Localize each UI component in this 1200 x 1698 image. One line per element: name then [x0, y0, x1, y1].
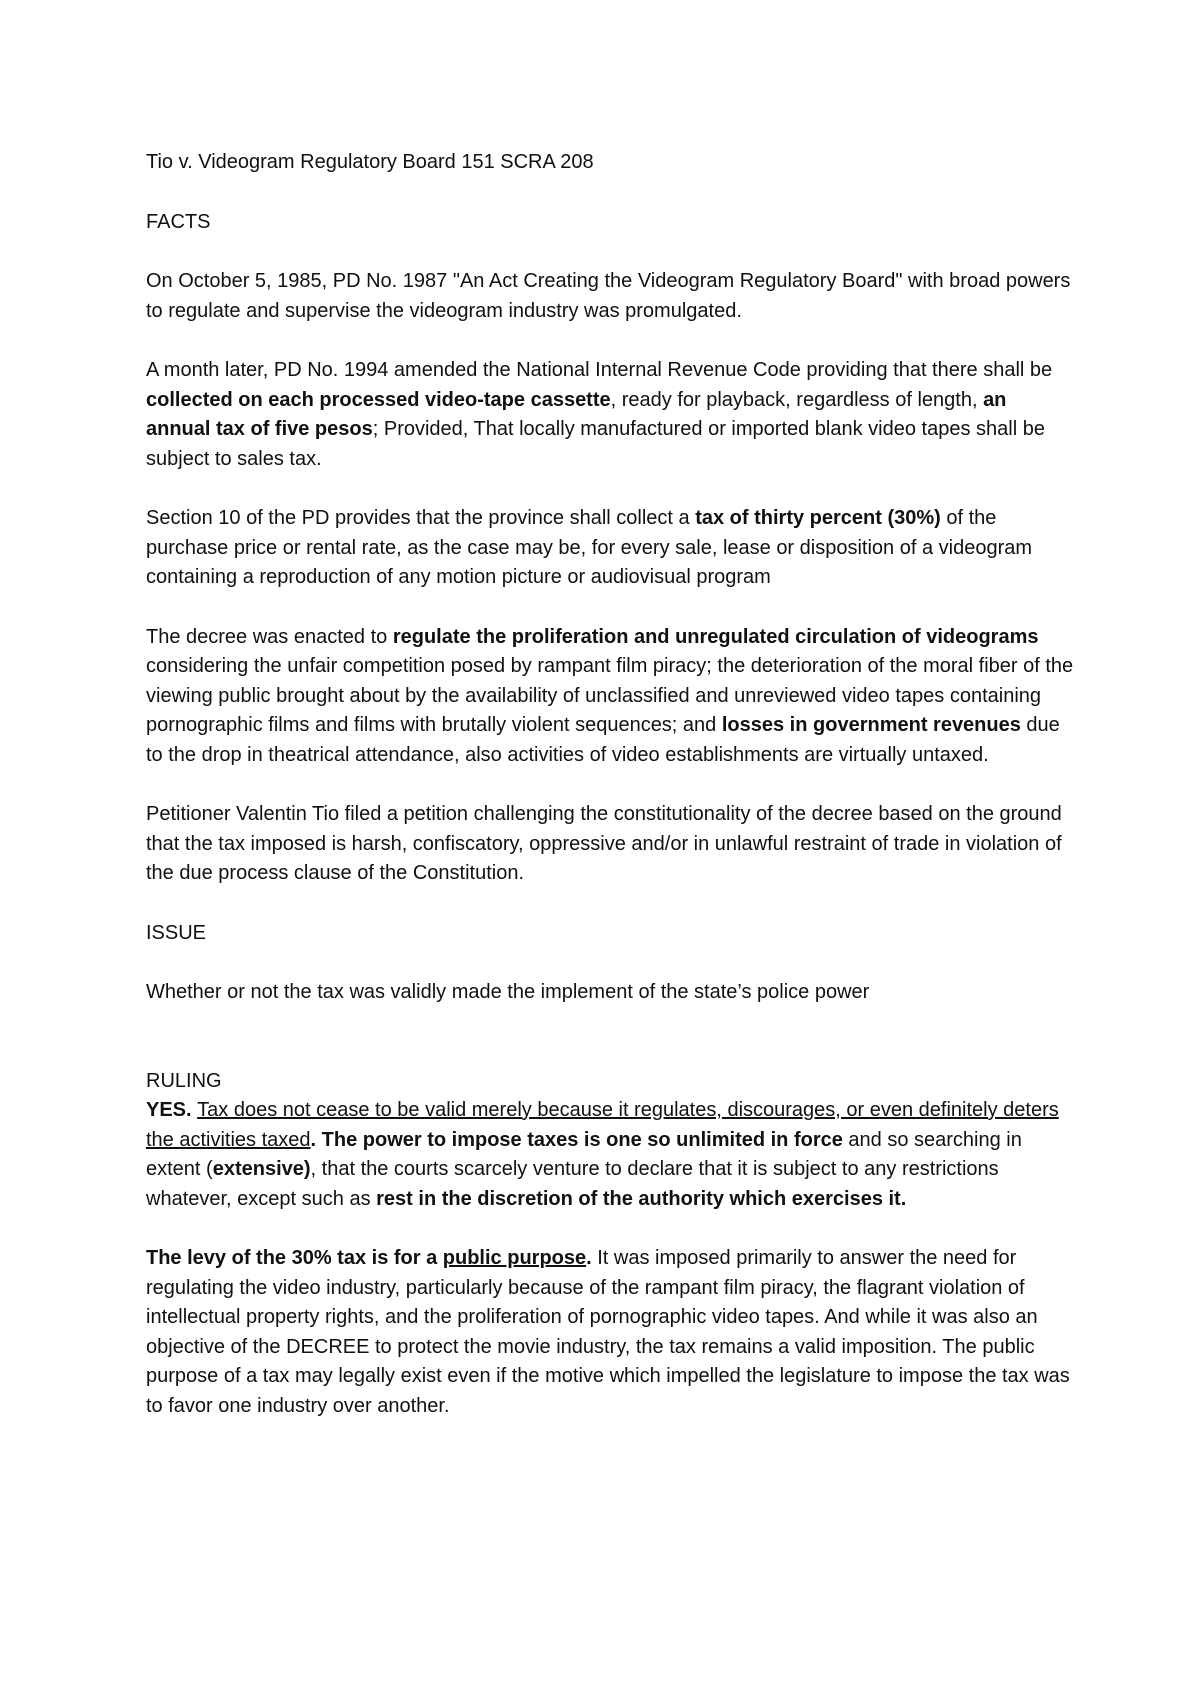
text-run: of the purchase price or rental rate, as the case may be, for every sale, lease or disposition of a videogram containing a reproduction of any motion picture or audiovisual program	[146, 507, 1033, 588]
bold-text-run: an annual tax of five pesos	[146, 388, 1007, 440]
ruling-paragraph-2	[146, 1244, 1076, 1421]
bold-text-run: regulate the proliferation and unregulated circulation of videograms	[392, 625, 1039, 648]
bold-text-run: losses in government revenues	[721, 714, 1021, 736]
bold-text-run: The levy of the 30% tax is for a	[146, 1247, 443, 1269]
ruling-heading: RULING	[146, 1069, 222, 1092]
issue-heading: ISSUE	[146, 921, 207, 944]
text-run: due to the drop in theatrical attendance, also activities of video establishments are virtually untaxed.	[146, 714, 1060, 766]
text-run: Section 10 of the PD provides that the province shall collect a	[146, 507, 696, 529]
bold-text-run: tax of thirty percent (30%)	[695, 507, 941, 529]
text-run: The decree was enacted to	[146, 625, 393, 648]
bold-text-run	[443, 1247, 586, 1269]
bold-text-run: collected on each processed video-tape cassette	[146, 388, 611, 411]
text-run: ; Provided, That locally manufactured or imported blank video tapes shall be subject to sales tax.	[146, 418, 1045, 470]
text-run: , ready for playback, regardless of length,	[610, 388, 984, 411]
text-run: A month later, PD No. 1994 amended the National Internal Revenue Code providing that there shall be	[146, 359, 1053, 381]
facts-paragraph-5: Petitioner Valentin Tio filed a petition challenging the constitutionality of the decree based on the ground that the tax imposed is harsh, confiscatory, oppressive and/or in unlawful restraint of trade in violation of the due process clause of the Constitution.	[146, 803, 1062, 884]
text-run: It was imposed primarily to answer the need for regulating the video industry, particularly because of the rampant film piracy, the flagrant violation of intellectual property rights, and the proliferation of pornographic video tapes. And while it was also an objective of the DECREE to protect the movie industry, the tax remains a valid imposition. The public purpose of a tax may legally exist even if the motive which impelled the legislature to impose the tax was to favor one industry over another.	[146, 1247, 1070, 1417]
bold-text-run: extensive)	[212, 1158, 311, 1180]
document-page	[146, 148, 1076, 1451]
underlined-text-run: public purpose	[442, 1247, 587, 1269]
ruling-paragraph-1	[146, 1096, 1076, 1214]
bold-text-run: . The power to impose taxes is one so unlimited in force	[310, 1128, 843, 1151]
bold-text-run: rest in the discretion of the authority which exercises it.	[376, 1187, 907, 1210]
bold-text-run: .	[586, 1247, 592, 1269]
facts-paragraph-1: On October 5, 1985, PD No. 1987 "An Act Creating the Videogram Regulatory Board" with broad powers to regulate and supervise the videogram industry was promulgated.	[146, 270, 1071, 322]
facts-paragraph-4	[146, 623, 1076, 771]
facts-heading: FACTS	[146, 210, 211, 233]
text-run: , that the courts scarcely venture to declare that it is subject to any restrictions whatever, except such as	[146, 1158, 999, 1210]
text-run: considering the unfair competition posed by rampant film piracy; the deterioration of the moral fiber of the viewing public brought about by the availability of unclassified and unreviewed video tapes containing pornographic films and films with brutally violent sequences; and	[146, 655, 1074, 736]
facts-paragraph-3	[146, 504, 1076, 593]
case-title: Tio v. Videogram Regulatory Board 151 SCRA 208	[146, 151, 594, 173]
facts-paragraph-2	[146, 356, 1076, 474]
underlined-text-run: Tax does not cease to be valid merely because it regulates, discourages, or even definitely deters the activities taxed	[146, 1099, 1059, 1151]
bold-text-run: YES.	[146, 1099, 198, 1121]
issue-statement: Whether or not the tax was validly made the implement of the state’s police power	[146, 981, 870, 1003]
text-run: and so searching in extent (	[146, 1128, 1022, 1180]
